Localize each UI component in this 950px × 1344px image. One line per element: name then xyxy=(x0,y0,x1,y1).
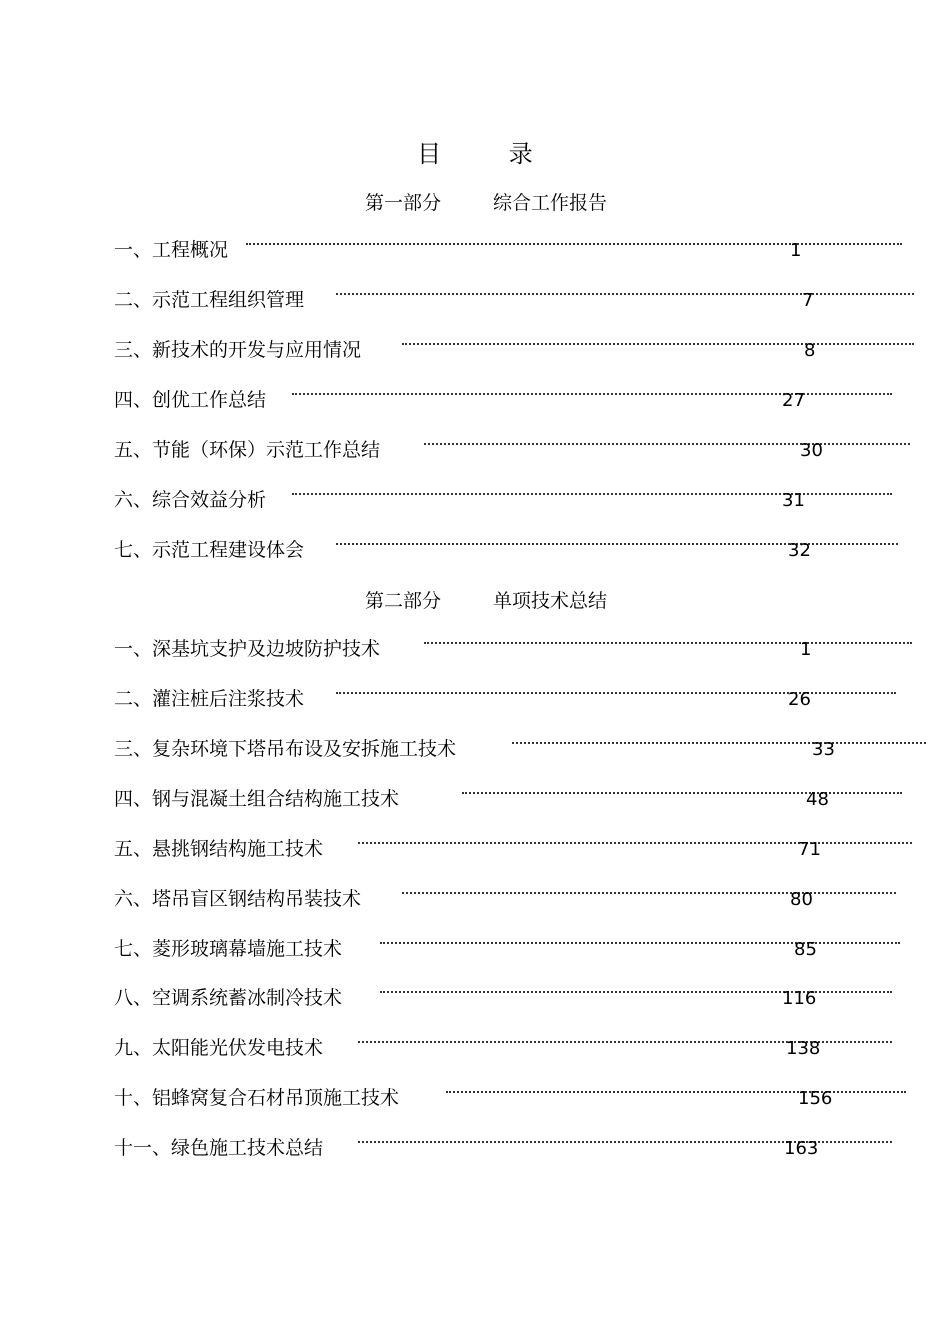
toc-entry-page: 33 xyxy=(812,739,835,760)
toc-entry-page: 85 xyxy=(794,939,817,960)
toc-entry-page: 71 xyxy=(798,839,821,860)
toc-entry-page: 32 xyxy=(788,540,811,561)
toc-entry-page: 163 xyxy=(784,1138,819,1159)
part2-heading: 第二部分 单项技术总结 xyxy=(364,590,608,612)
toc-entry-label: 四、钢与混凝土组合结构施工技术 xyxy=(114,788,400,810)
toc-entry-label: 五、悬挑钢结构施工技术 xyxy=(114,838,324,860)
leader-dots xyxy=(246,243,902,245)
toc-entry-label: 六、塔吊盲区钢结构吊装技术 xyxy=(114,888,362,910)
leader-dots xyxy=(402,892,896,894)
toc-entry-page: 1 xyxy=(800,639,812,660)
toc-entry-label: 十、铝蜂窝复合石材吊顶施工技术 xyxy=(114,1087,400,1109)
toc-title: 目 录 xyxy=(417,140,563,168)
toc-entry-page: 7 xyxy=(802,290,814,311)
toc-entry-page: 138 xyxy=(786,1038,821,1059)
leader-dots xyxy=(446,1091,906,1093)
toc-entry-label: 六、综合效益分析 xyxy=(114,489,267,511)
toc-entry-page: 30 xyxy=(800,440,823,461)
toc-entry-page: 80 xyxy=(790,889,813,910)
toc-entry-page: 27 xyxy=(782,390,805,411)
toc-entry-label: 七、菱形玻璃幕墙施工技术 xyxy=(114,938,343,960)
leader-dots xyxy=(336,692,896,694)
toc-entry-label: 十一、绿色施工技术总结 xyxy=(114,1137,324,1159)
toc-entry-page: 48 xyxy=(806,789,829,810)
toc-entry-label: 二、示范工程组织管理 xyxy=(114,289,305,311)
leader-dots xyxy=(380,942,900,944)
leader-dots xyxy=(424,642,912,644)
toc-entry-label: 二、灌注桩后注浆技术 xyxy=(114,688,305,710)
toc-entry-label: 九、太阳能光伏发电技术 xyxy=(114,1037,324,1059)
toc-entry-label: 一、工程概况 xyxy=(114,239,229,261)
toc-entry-label: 三、复杂环境下塔吊布设及安拆施工技术 xyxy=(114,738,457,760)
toc-entry-label: 八、空调系统蓄冰制冷技术 xyxy=(114,987,343,1009)
toc-entry-page: 116 xyxy=(782,988,817,1009)
leader-dots xyxy=(462,792,902,794)
leader-dots xyxy=(336,293,914,295)
toc-entry-label: 四、创优工作总结 xyxy=(114,389,267,411)
toc-entry-label: 五、节能（环保）示范工作总结 xyxy=(114,439,381,461)
toc-entry-label: 三、新技术的开发与应用情况 xyxy=(114,339,362,361)
leader-dots xyxy=(402,343,914,345)
leader-dots xyxy=(512,742,926,744)
toc-entry-page: 1 xyxy=(790,240,802,261)
toc-entry-label: 七、示范工程建设体会 xyxy=(114,539,305,561)
toc-entry-label: 一、深基坑支护及边坡防护技术 xyxy=(114,638,381,660)
leader-dots xyxy=(336,543,898,545)
toc-entry-page: 31 xyxy=(782,490,805,511)
toc-entry-page: 156 xyxy=(798,1088,833,1109)
toc-entry-page: 8 xyxy=(804,340,816,361)
leader-dots xyxy=(424,443,910,445)
part1-heading: 第一部分 综合工作报告 xyxy=(364,192,608,214)
toc-entry-page: 26 xyxy=(788,689,811,710)
leader-dots xyxy=(358,842,912,844)
